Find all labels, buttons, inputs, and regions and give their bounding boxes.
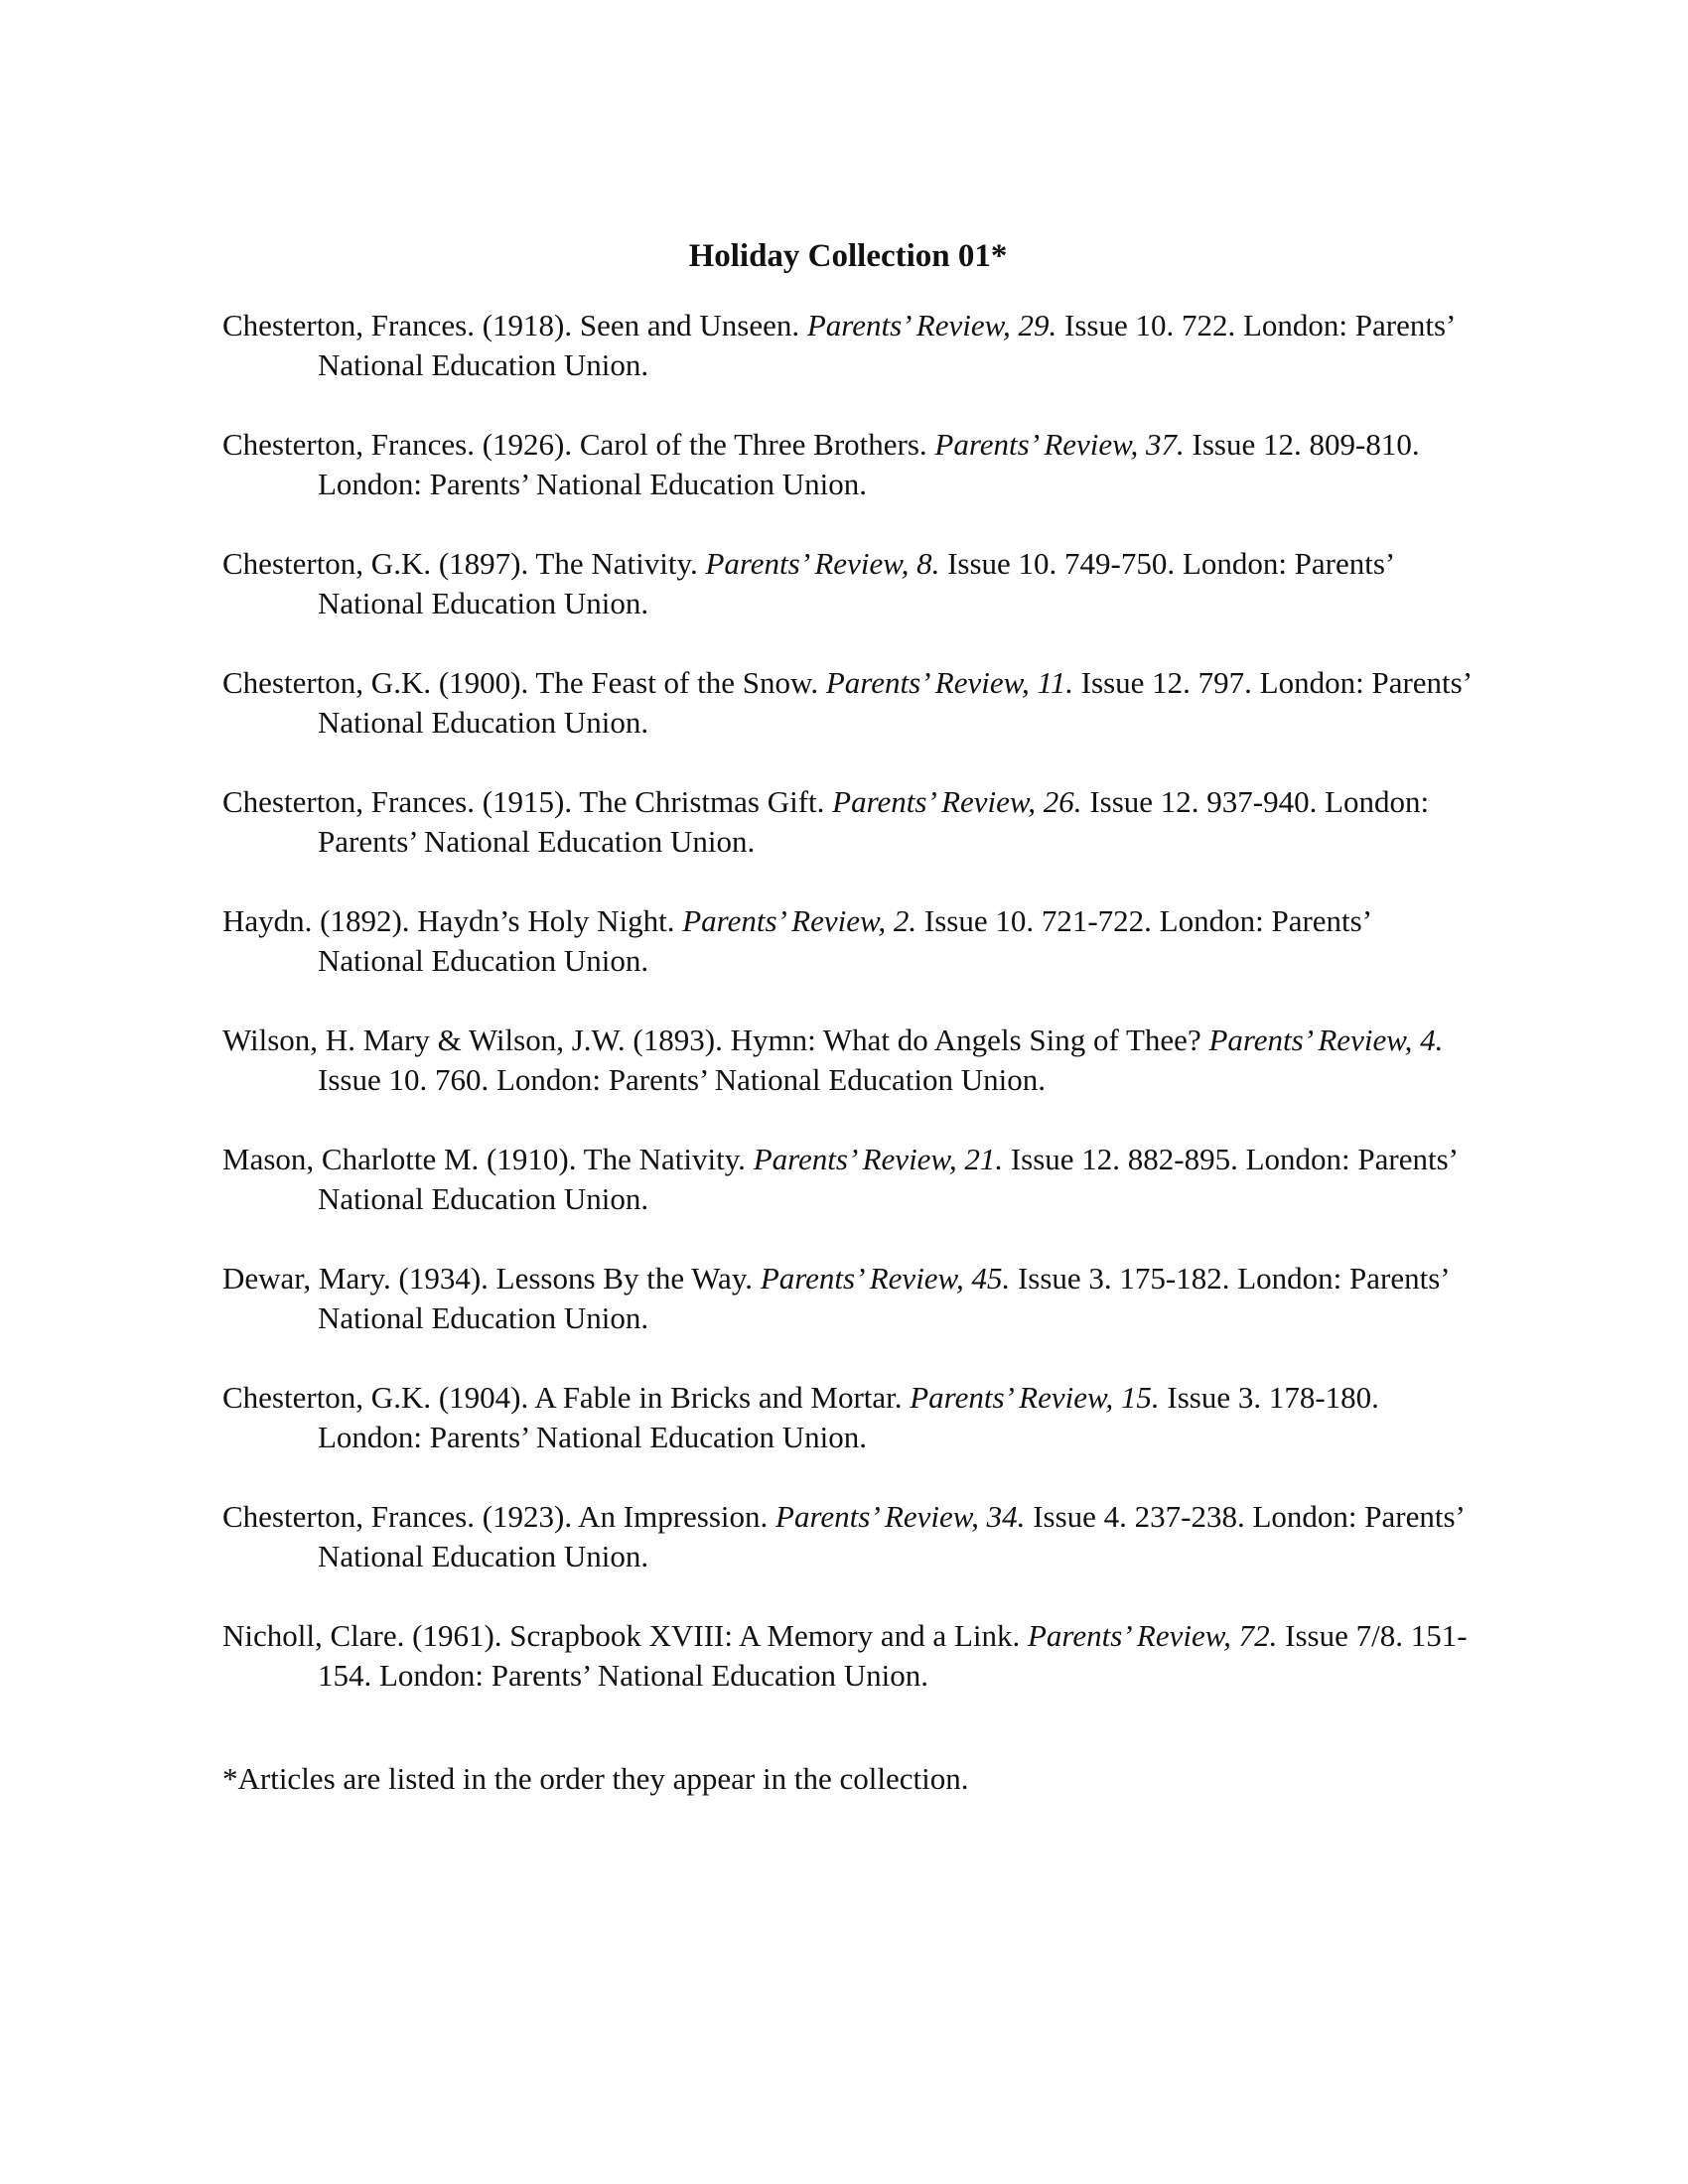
- reference-journal: Parents’ Review, 4.: [1208, 1023, 1444, 1057]
- reference-details: Issue 10. 760. London: Parents’ National Education Union.: [318, 1062, 1046, 1097]
- reference-journal: Parents’ Review, 45.: [760, 1261, 1011, 1296]
- reference-journal: Parents’ Review, 34.: [775, 1499, 1026, 1534]
- reference-journal: Parents’ Review, 15.: [910, 1380, 1160, 1415]
- reference-text: Chesterton, G.K. (1904). A Fable in Bricks and Mortar.: [222, 1380, 911, 1415]
- reference-details: Issue 12. 882-895. London: Parents’ National Education Union.: [318, 1142, 1457, 1216]
- reference-text: Chesterton, Frances. (1926). Carol of the Three Brothers.: [222, 427, 935, 462]
- reference-details: Issue 10. 749-750. London: Parents’ National Education Union.: [318, 546, 1393, 620]
- reference-text: Chesterton, G.K. (1897). The Nativity.: [222, 546, 706, 581]
- reference-details: Issue 12. 809-810. London: Parents’ National Education Union.: [318, 427, 1420, 501]
- reference-journal: Parents’ Review, 21.: [753, 1142, 1004, 1176]
- reference-entry: [222, 425, 1474, 504]
- reference-text: Dewar, Mary. (1934). Lessons By the Way.: [222, 1261, 761, 1296]
- reference-entry: [222, 544, 1474, 623]
- reference-journal: Parents’ Review, 11.: [825, 665, 1073, 700]
- reference-journal: Parents’ Review, 8.: [705, 546, 940, 581]
- reference-entry: [222, 1616, 1474, 1696]
- document-title: Holiday Collection 01*: [688, 238, 1008, 274]
- reference-details: Issue 4. 237-238. London: Parents’ National Education Union.: [318, 1499, 1464, 1573]
- reference-journal: Parents’ Review, 26.: [832, 784, 1082, 819]
- reference-details: Issue 12. 937-940. London: Parents’ National Education Union.: [318, 784, 1430, 859]
- reference-entry: [222, 1259, 1474, 1338]
- reference-entry: [222, 782, 1474, 862]
- reference-text: Chesterton, Frances. (1915). The Christmas Gift.: [222, 784, 833, 819]
- reference-entry: [222, 901, 1474, 981]
- footnote: *Articles are listed in the order they appear in the collection.: [222, 1761, 969, 1796]
- reference-text: Nicholl, Clare. (1961). Scrapbook XVIII: A Memory and a Link.: [222, 1618, 1028, 1653]
- reference-details: Issue 10. 722. London: Parents’ National Education Union.: [318, 308, 1455, 382]
- reference-list: [222, 306, 1474, 1696]
- reference-entry: [222, 1378, 1474, 1457]
- reference-entry: [222, 1021, 1474, 1100]
- reference-entry: [222, 306, 1474, 385]
- reference-text: Haydn. (1892). Haydn’s Holy Night.: [222, 903, 683, 938]
- reference-details: Issue 10. 721-722. London: Parents’ National Education Union.: [318, 903, 1370, 978]
- reference-details: Issue 7/8. 151-154. London: Parents’ National Education Union.: [318, 1618, 1468, 1693]
- reference-text: Mason, Charlotte M. (1910). The Nativity.: [222, 1142, 754, 1176]
- reference-journal: Parents’ Review, 72.: [1028, 1618, 1278, 1653]
- reference-entry: [222, 663, 1474, 743]
- reference-details: Issue 3. 178-180. London: Parents’ National Education Union.: [318, 1380, 1379, 1454]
- reference-entry: [222, 1497, 1474, 1576]
- reference-journal: Parents’ Review, 2.: [682, 903, 917, 938]
- reference-journal: Parents’ Review, 29.: [806, 308, 1057, 342]
- reference-entry: [222, 1140, 1474, 1219]
- reference-journal: Parents’ Review, 37.: [934, 427, 1185, 462]
- reference-text: Chesterton, G.K. (1900). The Feast of the Snow.: [222, 665, 826, 700]
- reference-text: Chesterton, Frances. (1918). Seen and Unseen.: [222, 308, 807, 342]
- reference-details: Issue 3. 175-182. London: Parents’ National Education Union.: [318, 1261, 1449, 1335]
- reference-text: Wilson, H. Mary & Wilson, J.W. (1893). Hymn: What do Angels Sing of Thee?: [222, 1023, 1209, 1057]
- document-page: [222, 236, 1474, 1830]
- reference-details: Issue 12. 797. London: Parents’ National Education Union.: [318, 665, 1471, 740]
- reference-text: Chesterton, Frances. (1923). An Impression.: [222, 1499, 776, 1534]
